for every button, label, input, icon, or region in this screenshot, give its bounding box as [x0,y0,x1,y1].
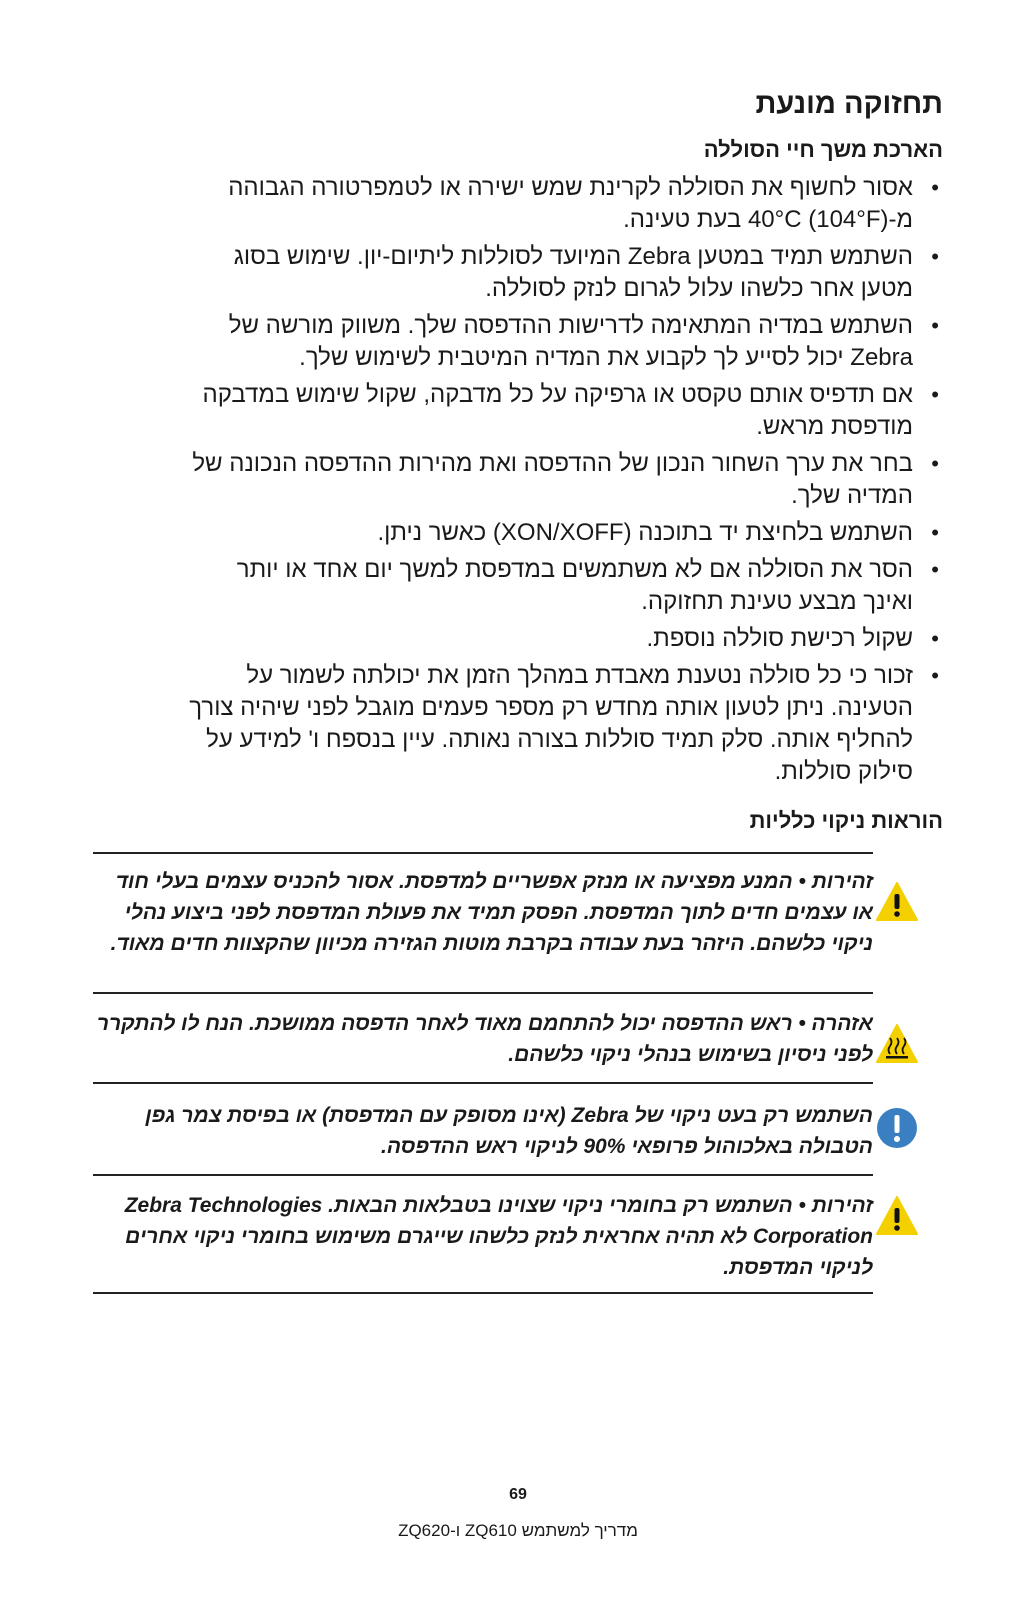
notice-text: זהירות • המנע מפציעה או מנזק אפשריים למדפסת. אסור להכניס עצמים בעלי חוד או עצמים חדים לתוך המדפסת. הפסק תמיד את פעולת המדפסת לפני ביצוע נהלי ניקוי כלשהם. היזהר בעת עבודה בקרבת מוטות הגזירה מכיוון שהקצוות חדים מאוד. [110,870,873,955]
divider [93,1292,873,1294]
section-title-battery: הארכת משך חיי הסוללה [703,137,943,162]
bullet-icon: • [931,663,939,688]
divider [93,852,873,854]
page-title: תחזוקה מונעת [755,88,943,120]
list-item: • השתמש במדיה המתאימה לדרישות ההדפסה שלך. משווק מורשה של Zebra יכול לסייע לך לקבוע את המדיה המיטבית לשימוש שלך. [228,312,939,371]
bullet-icon: • [931,520,939,545]
list-item: • הסר את הסוללה אם לא משתמשים במדפסת למשך יום אחד או יותר ואינך מבצע טעינת תחזוקה. [236,556,939,615]
list-item: • זכור כי כל סוללה נטענת מאבדת במהלך הזמן את יכולתה לשמור על הטעינה. ניתן לטעון אותה מחדש רק מספר פעמים מוגבל לפני שיהיה צורך להחליף אותה. סלק תמיד סוללות בצורה נאותה. עיין בנספח ו' למידע על סילוק סוללות. [189,662,939,785]
bullet-icon: • [931,382,939,407]
notice-text: זהירות • השתמש רק בחומרי ניקוי שצוינו בטבלאות הבאות. Zebra Technologies Corporation לא תהיה אחראית לנזק כלשהו שייגרם משימוש בחומרי ניקוי אחרים לניקוי המדפסת. [124,1194,873,1279]
divider [93,992,873,994]
battery-tips-list [183,172,943,793]
notice-text: השתמש רק בעט ניקוי של Zebra (אינו מסופק עם המדפסת) או בפיסת צמר גפן הטבולה באלכוהול פרופאי 90% לניקוי ראש ההדפסה. [145,1104,873,1158]
warning-icon [875,1194,919,1238]
bullet-icon: • [931,313,939,338]
info-icon [875,1106,919,1150]
divider [93,1174,873,1176]
page-number: 69 [509,1486,527,1503]
list-item: • בחר את ערך השחור הנכון של ההדפסה ואת מהירות ההדפסה הנכונה של המדיה שלך. [192,450,939,509]
section-title-cleaning: הוראות ניקוי כלליות [749,808,943,833]
bullet-icon: • [931,175,939,200]
bullet-icon: • [931,557,939,582]
divider [93,1082,873,1084]
guide-title: מדריך למשתמש ZQ610 ו-ZQ620 [398,1521,638,1540]
hot-surface-icon [875,1022,919,1066]
bullet-icon: • [931,626,939,651]
list-item: • שקול רכישת סוללה נוספת. [183,623,943,655]
list-item: • השתמש תמיד במטען Zebra המיועד לסוללות ליתיום-יון. שימוש בסוג מטען אחר כלשהו עלול לגרום לנזק לסוללה. [233,243,939,302]
warning-icon [875,880,919,924]
bullet-icon: • [931,244,939,269]
list-item: • אסור לחשוף את הסוללה לקרינת שמש ישירה או לטמפרטורה הגבוהה מ-40°C (104°F) בעת טעינה. [228,174,939,233]
notice-text: אזהרה • ראש ההדפסה יכול להתחמם מאוד לאחר הדפסה ממושכת. הנח לו להתקרר לפני ניסיון בשימוש בנהלי ניקוי כלשהם. [96,1012,873,1066]
list-item: • אם תדפיס אותם טקסט או גרפיקה על כל מדבקה, שקול שימוש במדבקה מודפסת מראש. [202,381,939,440]
list-item: • השתמש בלחיצת יד בתוכנה (XON/XOFF) כאשר ניתן. [183,517,943,549]
bullet-icon: • [931,451,939,476]
